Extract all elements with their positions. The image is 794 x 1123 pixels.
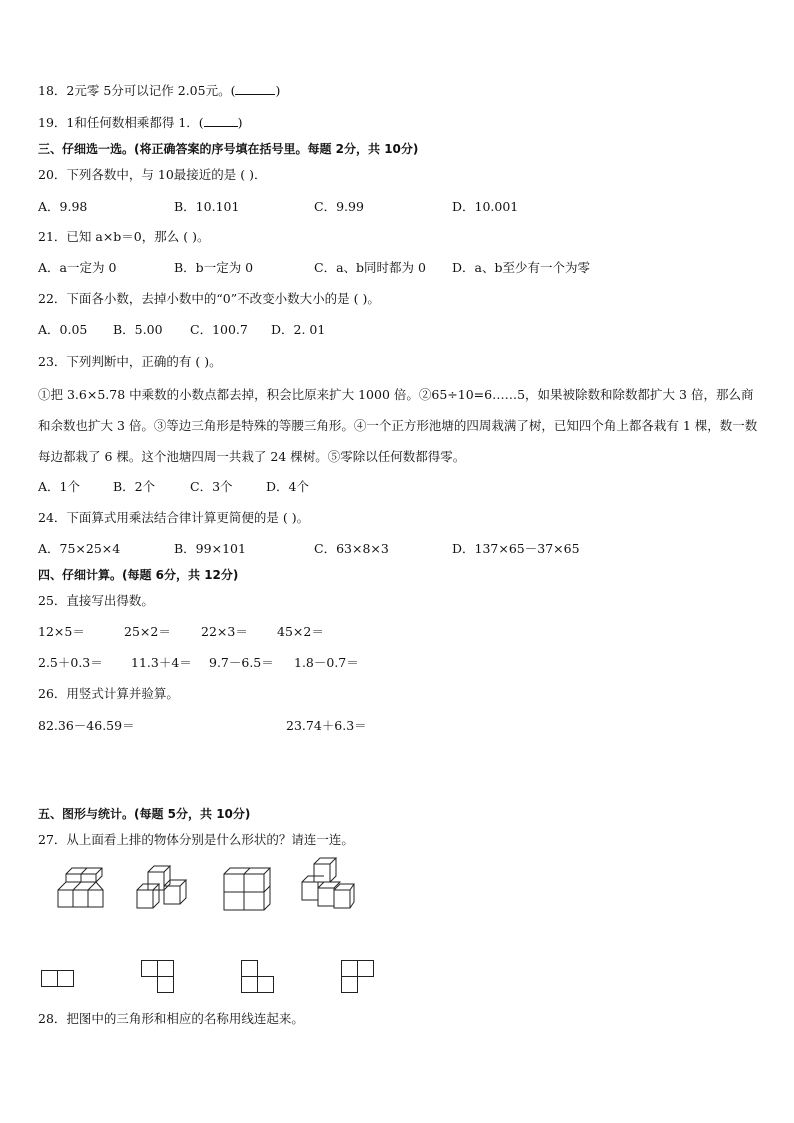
question-23-stem: 23．下列判断中，正确的有 ( )。 bbox=[38, 354, 222, 369]
calc-item: 22×3＝ bbox=[201, 624, 248, 639]
calc-item: 2.5＋0.3＝ bbox=[38, 655, 103, 670]
cube-figure-2 bbox=[134, 864, 186, 912]
calc-item: 11.3＋4＝ bbox=[131, 655, 192, 670]
section-5-heading: 五、图形与统计。(每题 5分，共 10分) bbox=[38, 807, 251, 821]
option-a[interactable]: A．1个 bbox=[38, 479, 80, 494]
option-c[interactable]: C．3个 bbox=[190, 479, 233, 494]
question-18 bbox=[38, 82, 280, 100]
option-b[interactable]: B．10.101 bbox=[174, 199, 240, 214]
vertical-calc-item: 23.74＋6.3＝ bbox=[286, 718, 367, 733]
calc-item: 12×5＝ bbox=[38, 624, 85, 639]
question-26-stem: 26．用竖式计算并验算。 bbox=[38, 686, 179, 701]
option-d[interactable]: D．137×65－37×65 bbox=[452, 541, 580, 556]
calc-item: 9.7－6.5＝ bbox=[209, 655, 274, 670]
question-23-statements: ①把 3.6×5.78 中乘数的小数点都去掉，积会比原来扩大 1000 倍。②65÷10=6……5，如果被除数和除数都扩大 3 倍，那么商和余数也扩大 3 倍。③等边三角形是特殊的等腰三角形。④一个正方形池塘的四周栽满了树，已知四个角上都各栽有 1 棵，数一数每边都栽了 6 棵。这个池塘四周一共栽了 24 棵树。⑤零除以任何数都得零。 bbox=[38, 387, 758, 464]
option-b[interactable]: B．2个 bbox=[113, 479, 156, 494]
option-c[interactable]: C．63×8×3 bbox=[314, 541, 389, 556]
option-a[interactable]: A．9.98 bbox=[38, 199, 88, 214]
section-3-heading: 三、仔细选一选。(将正确答案的序号填在括号里。每题 2分，共 10分) bbox=[38, 142, 419, 156]
option-c[interactable]: C．a、b同时都为 0 bbox=[314, 260, 426, 275]
cube-figure-3 bbox=[222, 864, 270, 912]
option-a[interactable]: A．75×25×4 bbox=[38, 541, 121, 556]
cube-figure-1 bbox=[56, 868, 106, 910]
answer-blank-18[interactable] bbox=[235, 82, 275, 95]
question-18-close: ) bbox=[275, 83, 281, 98]
option-c[interactable]: C．100.7 bbox=[190, 322, 248, 337]
top-view-shape-4[interactable] bbox=[341, 960, 375, 994]
question-19-text: 19．1和任何数相乘都得 1．( bbox=[38, 115, 204, 130]
question-27-stem: 27．从上面看上排的物体分别是什么形状的？请连一连。 bbox=[38, 832, 354, 847]
option-b[interactable]: B．5.00 bbox=[113, 322, 163, 337]
question-18-text: 18．2元零 5分可以记作 2.05元。( bbox=[38, 83, 236, 98]
option-a[interactable]: A．a一定为 0 bbox=[38, 260, 117, 275]
top-view-shape-3[interactable] bbox=[241, 960, 275, 994]
answer-blank-19[interactable] bbox=[204, 114, 238, 127]
question-28-stem: 28．把图中的三角形和相应的名称用线连起来。 bbox=[38, 1011, 304, 1026]
option-d[interactable]: D．4个 bbox=[266, 479, 309, 494]
option-a[interactable]: A．0.05 bbox=[38, 322, 88, 337]
question-25-stem: 25．直接写出得数。 bbox=[38, 593, 154, 608]
option-d[interactable]: D．10.001 bbox=[452, 199, 519, 214]
calc-item: 45×2＝ bbox=[277, 624, 324, 639]
top-view-shape-2[interactable] bbox=[141, 960, 175, 994]
question-19 bbox=[38, 114, 243, 132]
question-21-stem: 21．已知 a×b＝0，那么 ( )。 bbox=[38, 229, 210, 244]
cube-figure-4 bbox=[300, 858, 354, 912]
top-view-shape-1[interactable] bbox=[41, 970, 75, 988]
section-4-heading: 四、仔细计算。(每题 6分，共 12分) bbox=[38, 568, 239, 582]
question-24-stem: 24．下面算式用乘法结合律计算更简便的是 ( )。 bbox=[38, 510, 310, 525]
calc-item: 25×2＝ bbox=[124, 624, 171, 639]
calc-item: 1.8－0.7＝ bbox=[294, 655, 359, 670]
vertical-calc-item: 82.36－46.59＝ bbox=[38, 718, 135, 733]
option-c[interactable]: C．9.99 bbox=[314, 199, 364, 214]
option-b[interactable]: B．b一定为 0 bbox=[174, 260, 254, 275]
question-19-close: ) bbox=[237, 115, 243, 130]
option-d[interactable]: D．2. 01 bbox=[271, 322, 326, 337]
question-22-stem: 22．下面各小数，去掉小数中的“0”不改变小数大小的是 ( )。 bbox=[38, 291, 380, 306]
question-20-stem: 20．下列各数中，与 10最接近的是 ( )． bbox=[38, 167, 267, 182]
option-b[interactable]: B．99×101 bbox=[174, 541, 246, 556]
option-d[interactable]: D．a、b至少有一个为零 bbox=[452, 260, 590, 275]
